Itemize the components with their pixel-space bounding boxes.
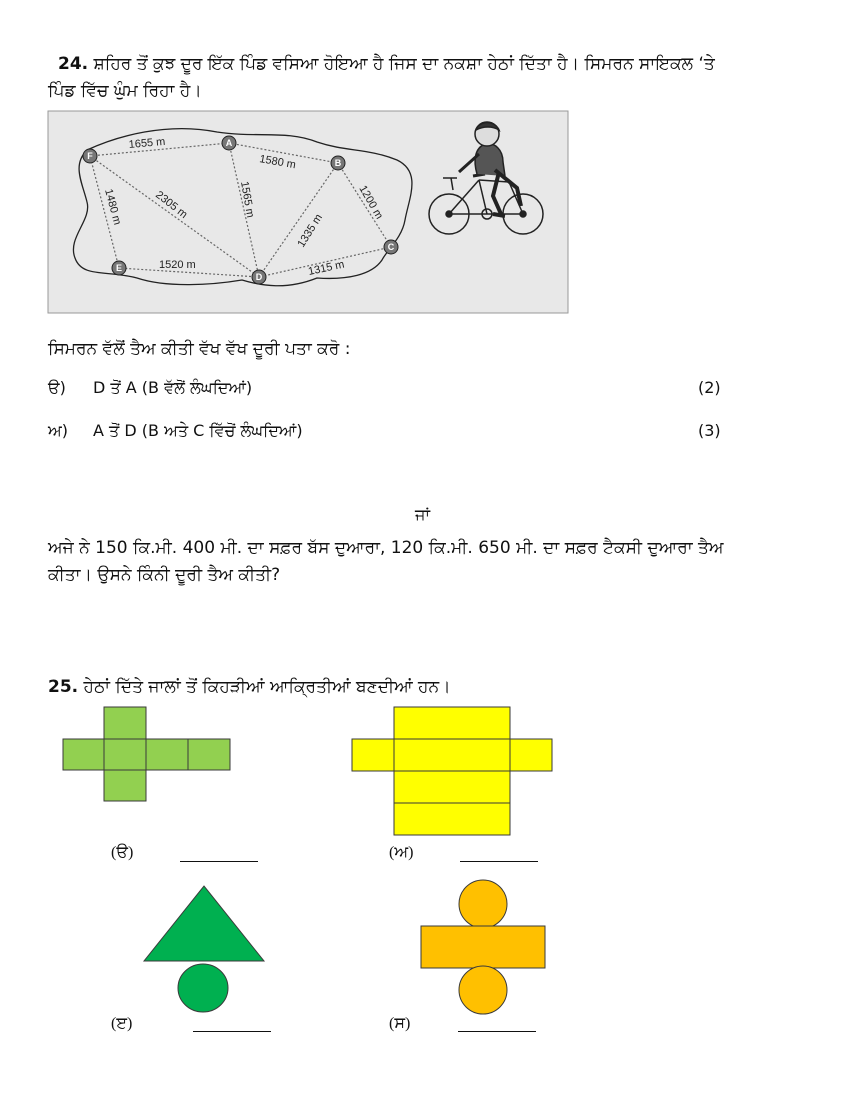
dist-cd: 1315 m bbox=[307, 258, 346, 278]
dist-bc: 1200 m bbox=[356, 183, 386, 222]
label-d: (ਸ) bbox=[389, 1015, 411, 1032]
or-text: ਜਾਂ bbox=[415, 505, 430, 524]
alt-question-line2: ਕੀਤਾ। ਉਸਨੇ ਕਿੰਨੀ ਦੂਰੀ ਤੈਅ ਕੀਤੀ? bbox=[48, 565, 281, 585]
dist-ef: 1480 m bbox=[102, 187, 124, 227]
village-map-figure bbox=[47, 110, 569, 314]
net-cylinder bbox=[419, 878, 547, 1016]
q25-number: 25. bbox=[48, 677, 79, 697]
point-f: F bbox=[87, 151, 93, 161]
dist-de: 1520 m bbox=[159, 259, 196, 271]
q25-question: ਹੇਠਾਂ ਦਿੱਤੇ ਜਾਲਾਂ ਤੋਂ ਕਿਹੜੀਆਂ ਆਕ੍ਰਿਤੀਆਂ ਬਣਦੀਆਂ ਹਨ। bbox=[83, 677, 451, 697]
q24-number: 24. bbox=[58, 54, 89, 74]
part-a-text: D ਤੋਂ A (B ਵੱਲੋਂ ਲੰਘਦਿਆਂ) bbox=[93, 378, 253, 397]
answer-blank-c[interactable] bbox=[193, 1031, 271, 1032]
dist-ad: 1565 m bbox=[238, 180, 257, 219]
dist-fa: 1655 m bbox=[128, 135, 166, 151]
answer-blank-d[interactable] bbox=[458, 1031, 536, 1032]
point-e: E bbox=[115, 263, 123, 273]
alt-question-line1: ਅਜੇ ਨੇ 150 ਕਿ.ਮੀ. 400 ਮੀ. ਦਾ ਸਫ਼ਰ ਬੱਸ ਦੁਆਰਾ, 120 ਕਿ.ਮੀ. 650 ਮੀ. ਦਾ ਸਫ਼ਰ ਟੈਕਸੀ ਦੁਆਰਾ ਤੈਅ bbox=[48, 538, 724, 558]
part-b-marks: (3) bbox=[698, 421, 721, 440]
label-c: (ੲ) bbox=[111, 1015, 133, 1032]
q24-text bbox=[58, 51, 818, 77]
q24-instruction: ਸਿਮਰਨ ਵੱਲੋਂ ਤੈਅ ਕੀਤੀ ਵੱਖ ਵੱਖ ਦੂਰੀ ਪਤਾ ਕਰੋ : bbox=[48, 339, 351, 359]
net-cuboid bbox=[351, 706, 553, 836]
net-cone bbox=[142, 884, 266, 1014]
q24-text-line1: ਸ਼ਹਿਰ ਤੋਂ ਕੁਝ ਦੂਰ ਇੱਕ ਪਿੰਡ ਵਸਿਆ ਹੋਇਆ ਹੈ ਜਿਸ ਦਾ ਨਕਸ਼ਾ ਹੇਠਾਂ ਦਿੱਤਾ ਹੈ। ਸਿਮਰਨ ਸਾਇਕਲ ‘ਤੇ bbox=[93, 54, 715, 74]
dist-ab: 1580 m bbox=[258, 153, 297, 172]
answer-blank-b[interactable] bbox=[460, 861, 538, 862]
part-a-label: ੳ) bbox=[48, 378, 66, 397]
label-b: (ਅ) bbox=[389, 844, 414, 861]
q24-text-line2: ਪਿੰਡ ਵਿੱਚ ਘੁੰਮ ਰਿਹਾ ਹੈ। bbox=[48, 81, 202, 101]
point-b: B bbox=[334, 158, 342, 168]
net-cube bbox=[62, 706, 232, 802]
q25-text bbox=[48, 674, 451, 700]
point-c: C bbox=[387, 242, 395, 252]
label-a: (ੳ) bbox=[111, 844, 134, 861]
part-a-marks: (2) bbox=[698, 378, 721, 397]
dist-fd: 2305 m bbox=[153, 188, 190, 221]
dist-bd: 1335 m bbox=[295, 212, 325, 250]
point-a: A bbox=[225, 138, 233, 148]
point-d: D bbox=[255, 272, 263, 282]
answer-blank-a[interactable] bbox=[180, 861, 258, 862]
part-b-label: ਅ) bbox=[48, 421, 69, 440]
part-b-text: A ਤੋਂ D (B ਅਤੇ C ਵਿੱਚੋਂ ਲੰਘਦਿਆਂ) bbox=[93, 421, 303, 440]
